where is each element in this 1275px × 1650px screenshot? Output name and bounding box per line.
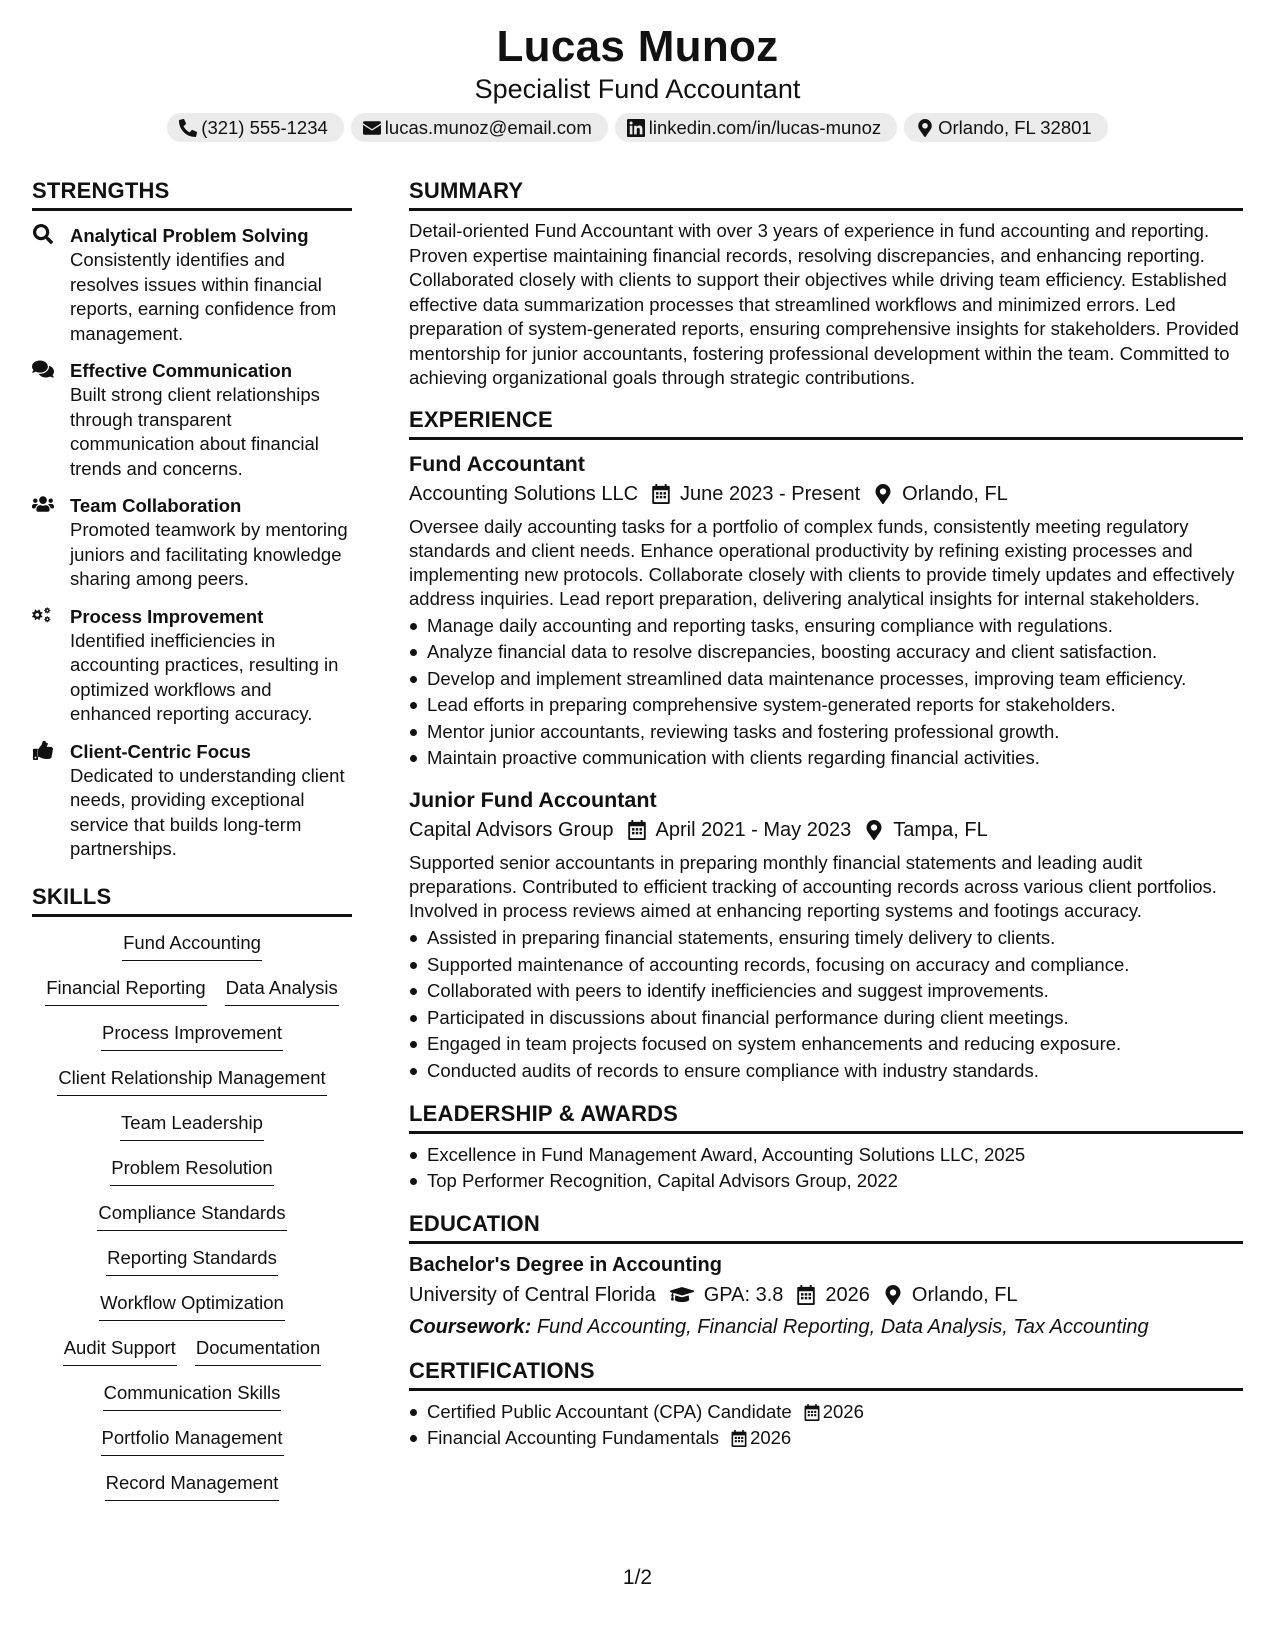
- strength-description: Identified inefficiencies in accounting practices, resulting in optimized workflows and enhanced reporting accuracy.: [70, 629, 339, 724]
- calendar-icon: [797, 1285, 815, 1305]
- certifications-list: [409, 1399, 1243, 1452]
- certification-name: Financial Accounting Fundamentals: [427, 1427, 720, 1449]
- list-item: Manage daily accounting and reporting tasks, ensuring compliance with regulations.: [409, 613, 1243, 640]
- list-item: Assisted in preparing financial statements, ensuring timely delivery to clients.: [409, 925, 1243, 952]
- job-bullets: [409, 613, 1243, 773]
- skill-tag: Record Management: [105, 1471, 280, 1501]
- linkedin-text: linkedin.com/in/lucas-munoz: [648, 116, 882, 138]
- strength-item: [32, 604, 352, 727]
- skill-tag: Financial Reporting: [45, 976, 206, 1006]
- strength-title: Analytical Problem Solving: [70, 225, 309, 246]
- strength-title: Effective Communication: [70, 360, 293, 381]
- job-description: Supported senior accountants in preparing monthly financial statements and leading audit preparations. Contributed to efficient tracking of accounting records across various client portfolios. Involved in process reviews aimed at enhancing reporting systems and footings accuracy.: [409, 852, 1217, 922]
- certification-name: Certified Public Accountant (CPA) Candidate: [427, 1400, 792, 1422]
- map-marker-icon: [865, 820, 883, 840]
- skill-tag: Audit Support: [63, 1336, 177, 1366]
- envelope-icon: [363, 119, 381, 137]
- certification-year: 2026: [750, 1427, 792, 1449]
- search-icon: [32, 224, 54, 244]
- list-item: Collaborated with peers to identify inefficiencies and suggest improvements.: [409, 978, 1243, 1005]
- right-column: [409, 178, 1243, 1452]
- linkedin-icon: [627, 119, 645, 137]
- contact-bar: [0, 113, 1275, 142]
- skills-heading: SKILLS: [32, 884, 352, 917]
- page-number: 1/2: [622, 1566, 653, 1589]
- education-heading: EDUCATION: [409, 1211, 1243, 1244]
- candidate-title: Specialist Fund Accountant: [474, 74, 801, 104]
- list-item: [409, 1399, 1243, 1426]
- skill-tag: Fund Accounting: [122, 931, 262, 961]
- map-marker-icon: [884, 1285, 902, 1305]
- contact-linkedin[interactable]: [615, 113, 897, 142]
- job-title: Junior Fund Accountant: [409, 788, 657, 813]
- skill-tag: Communication Skills: [103, 1381, 282, 1411]
- phone-text: (321) 555-1234: [201, 116, 328, 138]
- coursework: [409, 1312, 1243, 1342]
- comments-icon: [32, 359, 54, 379]
- candidate-name: Lucas Munoz: [496, 22, 779, 71]
- strength-item: [32, 223, 352, 346]
- skill-tag: Compliance Standards: [97, 1201, 286, 1231]
- strength-title: Process Improvement: [70, 605, 264, 627]
- job-bullets: [409, 925, 1243, 1085]
- strength-title: Team Collaboration: [70, 495, 242, 516]
- map-marker-icon: [916, 119, 934, 137]
- strengths-heading: STRENGTHS: [32, 178, 352, 211]
- list-item: Participated in discussions about financial performance during client meetings.: [409, 1005, 1243, 1032]
- skill-tag: Reporting Standards: [106, 1246, 278, 1276]
- graduation-cap-icon: [670, 1285, 694, 1305]
- gears-icon: [32, 605, 54, 625]
- email-text: lucas.munoz@email.com: [384, 116, 592, 138]
- degree-title: Bachelor's Degree in Accounting: [409, 1253, 722, 1276]
- certification-year: 2026: [822, 1400, 864, 1422]
- thumbs-up-icon: [32, 740, 54, 760]
- list-item: [409, 1425, 1243, 1452]
- contact-location: [904, 113, 1108, 142]
- summary-text: Detail-oriented Fund Accountant with over 3 years of experience in fund accounting and reporting. Proven expertise maintaining financial records, resolving discrepancies, and enhancing reporting. Collaborated closely with clients to support their objectives while driving team efficiency. Established effective data summarization processes that streamlined workflows and minimized errors. Led preparation of system-generated reports, ensuring comprehensive insights for stakeholders. Provided mentorship for junior accountants, fostering professional development within the team. Committed to achieving organizational goals through strategic contributions.: [409, 220, 1239, 388]
- skill-tag: Client Relationship Management: [57, 1066, 326, 1096]
- strength-description: Built strong client relationships through transparent communication about financial trends and concerns.: [70, 384, 320, 479]
- list-item: Lead efforts in preparing comprehensive system-generated reports for stakeholders.: [409, 692, 1243, 719]
- skill-tag: Problem Resolution: [110, 1156, 273, 1186]
- contact-email[interactable]: [351, 113, 608, 142]
- strength-item: [32, 493, 352, 592]
- strength-title: Client-Centric Focus: [70, 740, 251, 762]
- school-location: Orlando, FL: [911, 1283, 1018, 1306]
- users-icon: [32, 494, 54, 514]
- calendar-icon: [804, 1404, 820, 1421]
- skill-tag: Data Analysis: [225, 976, 339, 1006]
- skill-tag: Team Leadership: [120, 1111, 264, 1141]
- experience-heading: EXPERIENCE: [409, 407, 1243, 440]
- list-item: Supported maintenance of accounting records, focusing on accuracy and compliance.: [409, 952, 1243, 979]
- awards-list: [409, 1142, 1243, 1195]
- strength-item: [32, 739, 352, 862]
- graduation-year: 2026: [825, 1283, 870, 1306]
- summary-heading: SUMMARY: [409, 178, 1243, 211]
- contact-phone[interactable]: [167, 113, 344, 142]
- job-dates: June 2023 - Present: [680, 482, 861, 505]
- skill-tag: Workflow Optimization: [99, 1291, 285, 1321]
- list-item: Excellence in Fund Management Award, Accounting Solutions LLC, 2025: [409, 1142, 1243, 1169]
- list-item: Mentor junior accountants, reviewing tasks and fostering professional growth.: [409, 719, 1243, 746]
- left-column: [32, 178, 352, 1516]
- job-description: Oversee daily accounting tasks for a portfolio of complex funds, consistently meeting regulatory standards and client needs. Enhance operational productivity by refining existing processes and implementing new protocols. Collaborate closely with clients to provide timely updates and effectively address inquiries. Lead report preparation, delivering analytical insights for internal stakeholders.: [409, 515, 1235, 609]
- coursework-text: Fund Accounting, Financial Reporting, Data Analysis, Tax Accounting: [536, 1315, 1149, 1338]
- strength-description: Consistently identifies and resolves issues within financial reports, earning confidence from management.: [70, 249, 337, 344]
- leadership-heading: LEADERSHIP & AWARDS: [409, 1101, 1243, 1134]
- list-item: Top Performer Recognition, Capital Advisors Group, 2022: [409, 1168, 1243, 1195]
- job-dates: April 2021 - May 2023: [655, 819, 852, 842]
- skill-tag: Process Improvement: [101, 1021, 283, 1051]
- skill-tag: Portfolio Management: [101, 1426, 284, 1456]
- list-item: Engaged in team projects focused on system enhancements and reducing exposure.: [409, 1031, 1243, 1058]
- job-location: Tampa, FL: [893, 819, 988, 842]
- skills-list: [32, 931, 352, 1516]
- list-item: Conducted audits of records to ensure compliance with industry standards.: [409, 1058, 1243, 1085]
- map-marker-icon: [874, 484, 892, 504]
- list-item: Analyze financial data to resolve discrepancies, boosting accuracy and client satisfaction.: [409, 639, 1243, 666]
- strength-item: [32, 358, 352, 481]
- job-title: Fund Accountant: [409, 451, 585, 476]
- location-text: Orlando, FL 32801: [938, 116, 1092, 138]
- strength-description: Promoted teamwork by mentoring juniors and facilitating knowledge sharing among peers.: [70, 519, 348, 589]
- job-meta: [409, 479, 1243, 509]
- list-item: Develop and implement streamlined data maintenance processes, improving team efficiency.: [409, 666, 1243, 693]
- calendar-icon: [731, 1430, 747, 1447]
- job-entry: [409, 450, 1243, 773]
- skill-tag: Documentation: [195, 1336, 321, 1366]
- school-name: University of Central Florida: [409, 1283, 656, 1306]
- job-entry: [409, 786, 1243, 1085]
- job-location: Orlando, FL: [902, 482, 1008, 505]
- certifications-heading: CERTIFICATIONS: [409, 1358, 1243, 1391]
- coursework-label: Coursework:: [409, 1315, 532, 1338]
- job-meta: [409, 815, 1243, 845]
- calendar-icon: [652, 484, 670, 504]
- education-meta: [409, 1280, 1243, 1310]
- phone-icon: [179, 119, 197, 137]
- list-item: Maintain proactive communication with clients regarding financial activities.: [409, 745, 1243, 772]
- company-name: Capital Advisors Group: [409, 819, 614, 842]
- calendar-icon: [628, 820, 646, 840]
- gpa-text: GPA: 3.8: [703, 1283, 784, 1306]
- strength-description: Dedicated to understanding client needs, providing exceptional service that builds long-term partnerships.: [70, 764, 345, 859]
- company-name: Accounting Solutions LLC: [409, 482, 639, 505]
